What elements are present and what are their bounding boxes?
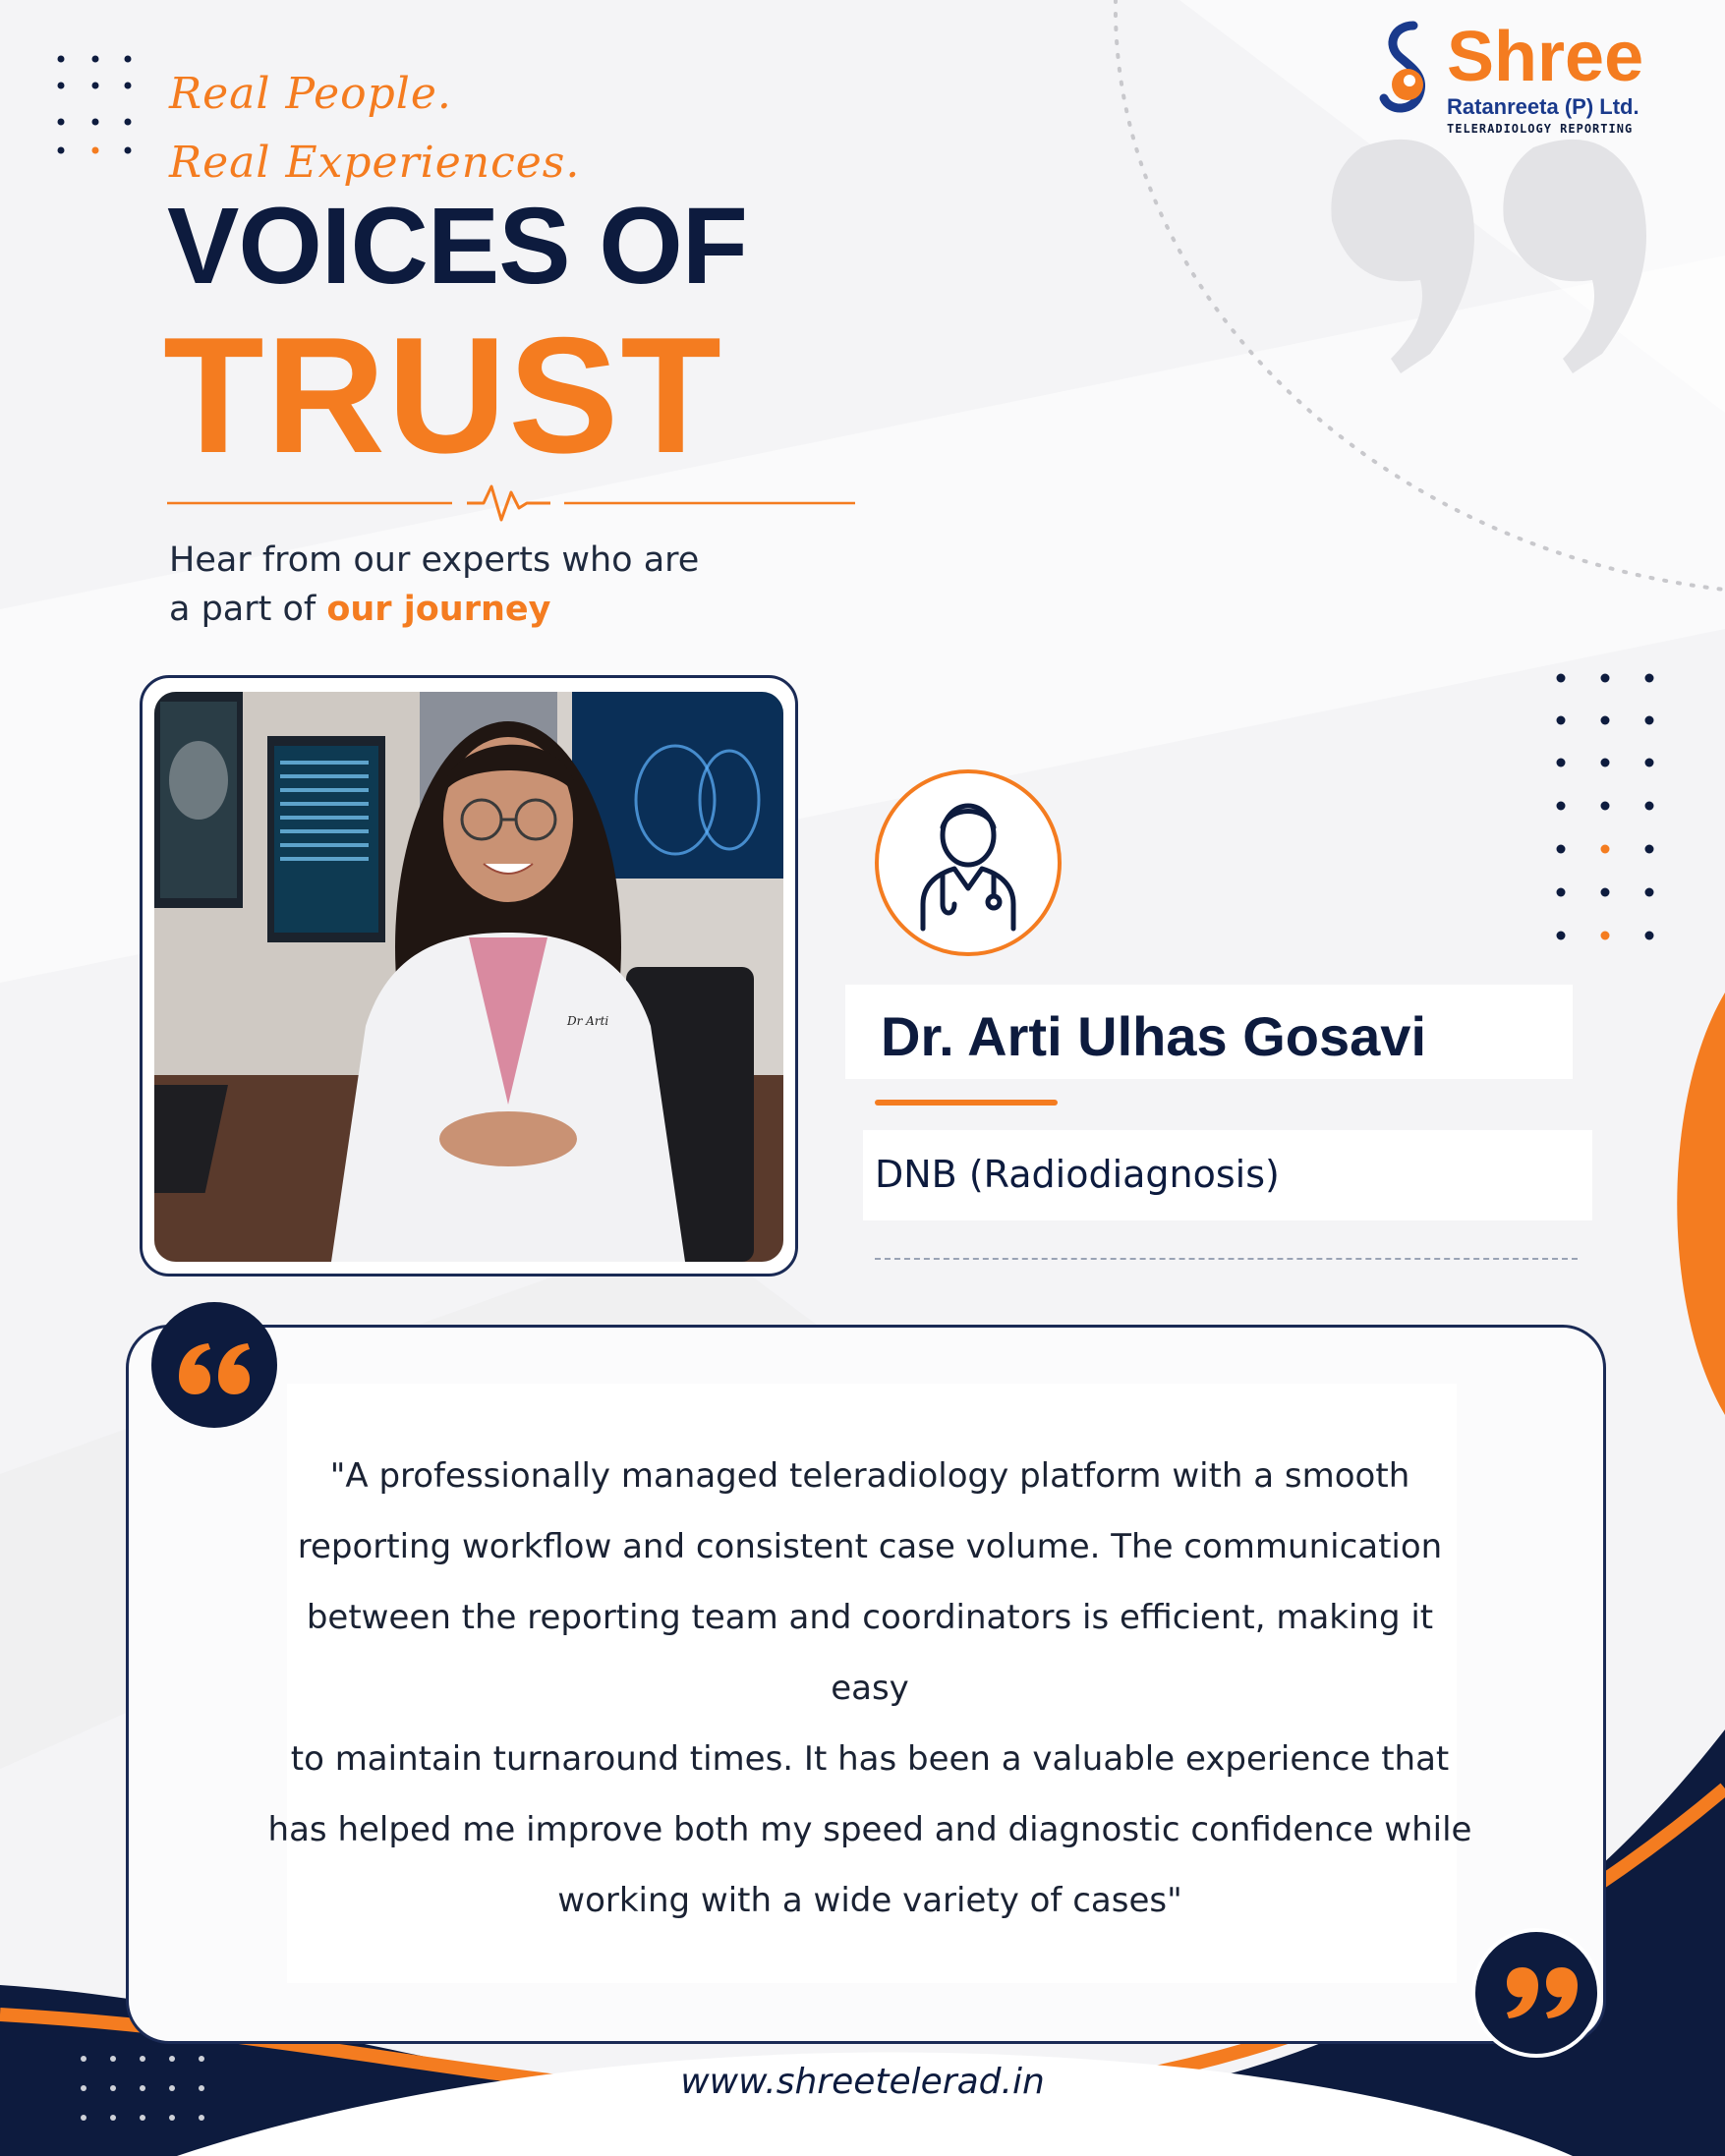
logo-tagline: TELERADIOLOGY REPORTING (1447, 122, 1634, 136)
dashed-divider (875, 1258, 1578, 1260)
heartbeat-icon (467, 486, 550, 520)
testimonial-line: reporting workflow and consistent case volume. The communication (297, 1527, 1443, 1566)
title-trust: TRUST (163, 303, 723, 487)
doctor-name: Dr. Arti Ulhas Gosavi (881, 1005, 1426, 1067)
subtitle-highlight: our journey (326, 590, 551, 629)
doctor-photo (154, 692, 783, 1262)
subtitle-line-2 (169, 585, 699, 634)
script-tagline-1: Real People. (169, 69, 452, 119)
coat-name-label: Dr Arti (567, 1014, 609, 1028)
testimonial-line: working with a wide variety of cases" (557, 1881, 1182, 1920)
name-underline (875, 1100, 1058, 1106)
subtitle-line-1: Hear from our experts who are (169, 540, 700, 580)
doctor-icon (872, 766, 1064, 959)
testimonial-line: between the reporting team and coordinators is efficient, making it easy (306, 1598, 1434, 1708)
close-quote-icon (1469, 1926, 1603, 2060)
doctor-qualification: DNB (Radiodiagnosis) (875, 1153, 1280, 1196)
open-quote-icon (149, 1300, 279, 1430)
company-logo (1376, 12, 1710, 140)
testimonial-line: to maintain turnaround times. It has been a valuable experience that (290, 1739, 1450, 1779)
logo-company-name: Ratanreeta (P) Ltd. (1447, 94, 1639, 119)
subtitle-prefix: a part of (169, 590, 327, 629)
testimonial-line: has helped me improve both my speed and diagnostic confidence while (267, 1810, 1472, 1849)
website-url[interactable]: www.shreetelerad.in (680, 2062, 1045, 2102)
logo-brand: Shree (1447, 18, 1644, 96)
doctor-photo-illustration (154, 692, 783, 1262)
testimonial-text (265, 1441, 1474, 1936)
subtitle (169, 536, 699, 634)
testimonial-line: "A professionally managed teleradiology platform with a smooth (329, 1456, 1410, 1496)
logo-mark-icon (1376, 18, 1445, 120)
script-tagline-2: Real Experiences. (169, 138, 581, 188)
title-voices-of: VOICES OF (167, 186, 747, 307)
heartbeat-divider (167, 479, 855, 528)
